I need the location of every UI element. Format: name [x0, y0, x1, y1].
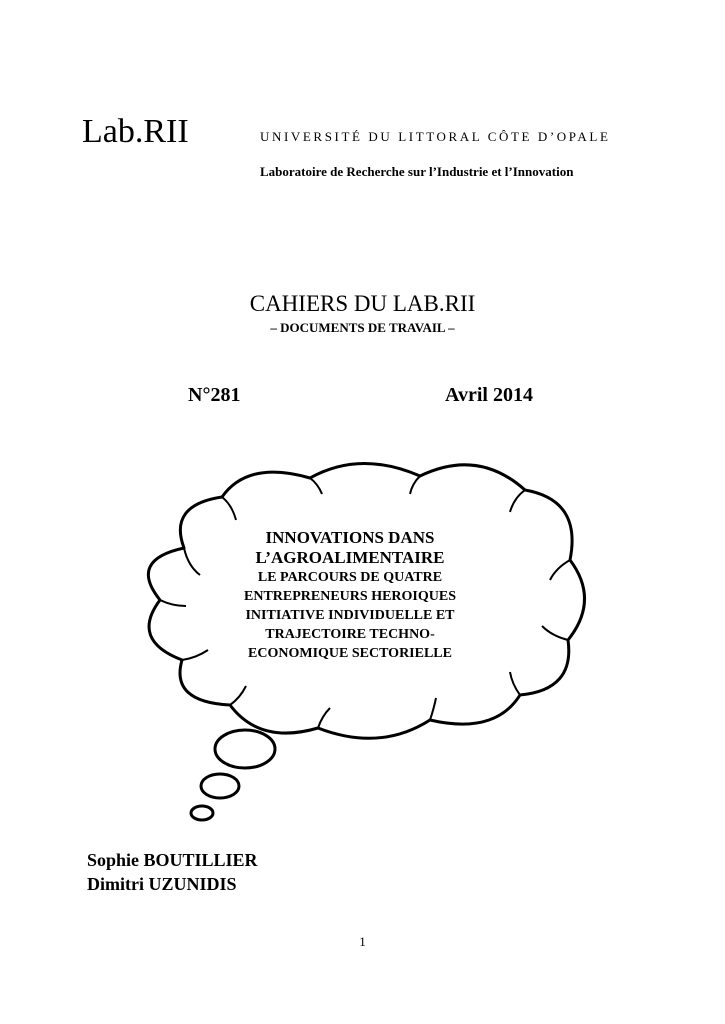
- thought-bubble-medium: [201, 774, 239, 798]
- thought-bubble-large: [215, 730, 275, 768]
- author-name: Dimitri UZUNIDIS: [87, 874, 237, 894]
- series-subtitle: – DOCUMENTS DE TRAVAIL –: [270, 320, 455, 335]
- issue-date: Avril 2014: [445, 384, 533, 406]
- lab-logo: Lab.RII: [82, 113, 189, 150]
- cloud-subtitle-line: LE PARCOURS DE QUATRE: [257, 570, 443, 585]
- cloud-subtitle-line: ECONOMIQUE SECTORIELLE: [248, 646, 452, 661]
- thought-bubble-small: [191, 806, 213, 820]
- cloud-subtitle-line: TRAJECTOIRE TECHNO-: [265, 627, 435, 642]
- cloud-subtitle-line: ENTREPRENEURS HEROIQUES: [244, 589, 456, 604]
- page-number: 1: [359, 934, 366, 949]
- laboratory-name: Laboratoire de Recherche sur l’Industrie et l’Innovation: [260, 164, 574, 179]
- cloud-title-line2: L’AGROALIMENTAIRE: [255, 548, 445, 567]
- author-name: Sophie BOUTILLIER: [87, 850, 258, 870]
- issue-number: N°281: [188, 384, 241, 406]
- university-name: UNIVERSITÉ DU LITTORAL CÔTE D’OPALE: [260, 129, 611, 144]
- series-title: CAHIERS DU LAB.RII: [249, 291, 476, 316]
- cloud-text: [205, 528, 495, 663]
- cloud-title-line1: INNOVATIONS DANS: [265, 528, 435, 547]
- cloud-subtitle-line: INITIATIVE INDIVIDUELLE ET: [245, 608, 455, 623]
